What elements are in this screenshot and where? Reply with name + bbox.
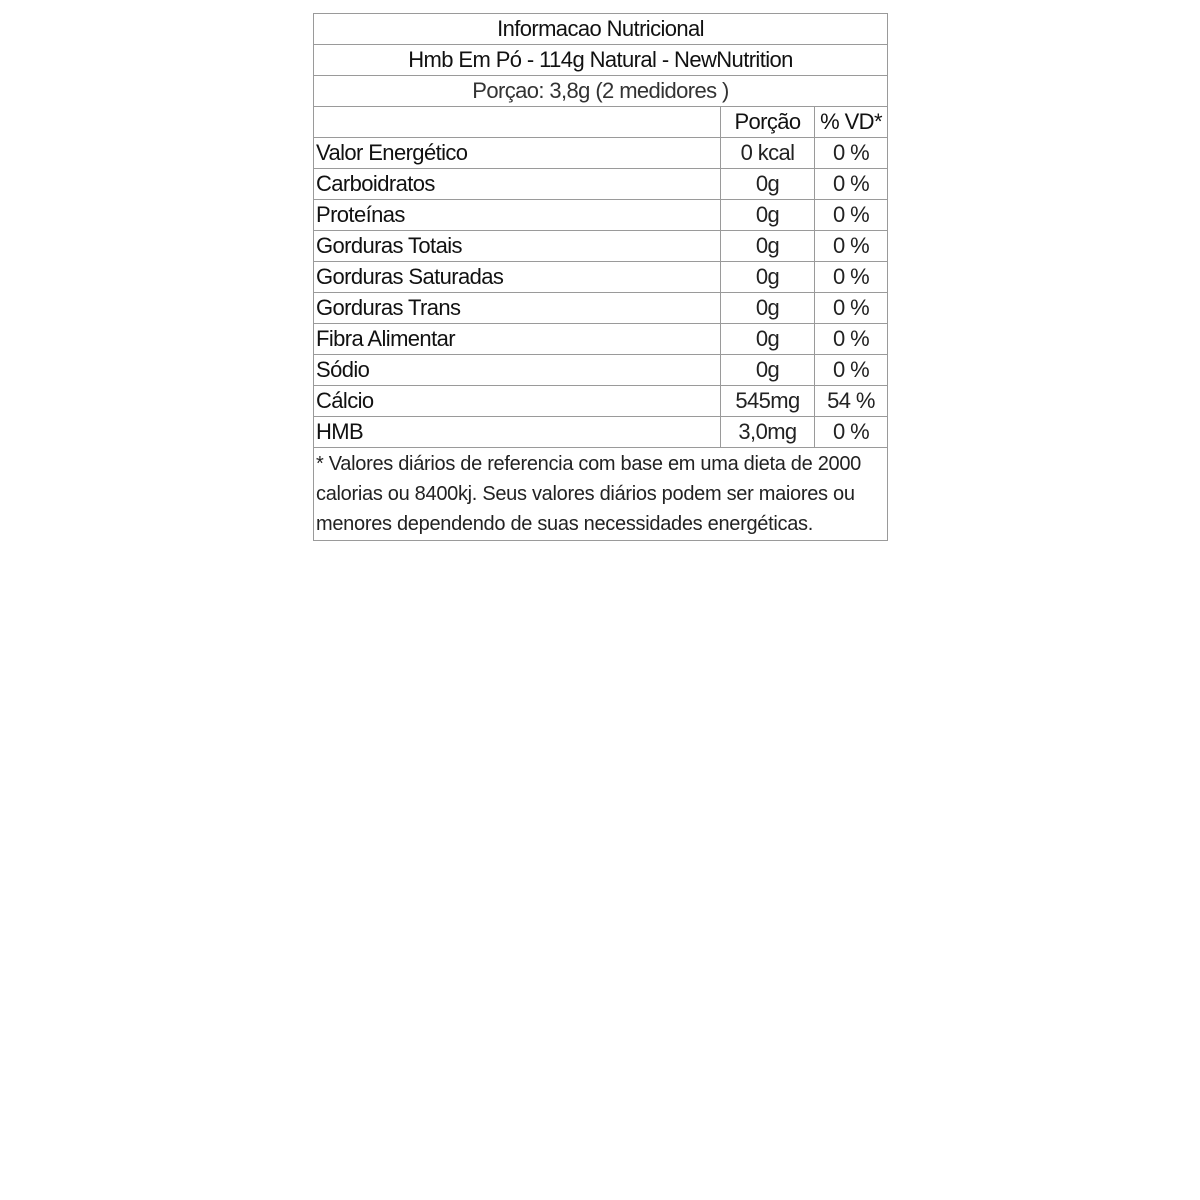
table-row <box>314 293 888 324</box>
nutrient-daily-value: 0 % <box>815 200 888 231</box>
nutrient-daily-value: 54 % <box>815 386 888 417</box>
product-row <box>314 45 888 76</box>
nutrient-name: Proteínas <box>314 200 721 231</box>
table-row <box>314 262 888 293</box>
table-row <box>314 417 888 448</box>
nutrient-portion: 0g <box>721 355 815 386</box>
column-header-row <box>314 107 888 138</box>
nutrition-table <box>313 13 888 541</box>
nutrition-facts-panel <box>313 13 887 541</box>
serving-row <box>314 76 888 107</box>
nutrient-name: Sódio <box>314 355 721 386</box>
nutrient-name: Gorduras Saturadas <box>314 262 721 293</box>
nutrient-portion: 0 kcal <box>721 138 815 169</box>
nutrient-daily-value: 0 % <box>815 262 888 293</box>
nutrient-portion: 3,0mg <box>721 417 815 448</box>
column-header-name <box>314 107 721 138</box>
nutrient-portion: 0g <box>721 262 815 293</box>
nutrient-portion: 0g <box>721 324 815 355</box>
table-row <box>314 169 888 200</box>
nutrient-portion: 0g <box>721 231 815 262</box>
nutrient-name: HMB <box>314 417 721 448</box>
column-header-daily-value: % VD* <box>815 107 888 138</box>
nutrient-portion: 0g <box>721 169 815 200</box>
nutrient-name: Gorduras Totais <box>314 231 721 262</box>
column-header-portion: Porção <box>721 107 815 138</box>
table-row <box>314 386 888 417</box>
nutrient-daily-value: 0 % <box>815 355 888 386</box>
nutrient-portion: 545mg <box>721 386 815 417</box>
nutrient-name: Carboidratos <box>314 169 721 200</box>
table-row <box>314 355 888 386</box>
product-name: Hmb Em Pó - 114g Natural - NewNutrition <box>314 45 888 76</box>
nutrient-daily-value: 0 % <box>815 138 888 169</box>
nutrient-daily-value: 0 % <box>815 293 888 324</box>
serving-size: Porçao: 3,8g (2 medidores ) <box>314 76 888 107</box>
nutrient-daily-value: 0 % <box>815 324 888 355</box>
nutrient-name: Gorduras Trans <box>314 293 721 324</box>
table-row <box>314 200 888 231</box>
nutrient-daily-value: 0 % <box>815 169 888 200</box>
footnote: * Valores diários de referencia com base em uma dieta de 2000 calorias ou 8400kj. Seus valores diários podem ser maiores ou menores dependendo de suas necessidades energéticas. <box>314 448 888 541</box>
table-title: Informacao Nutricional <box>314 14 888 45</box>
table-row <box>314 324 888 355</box>
nutrient-name: Cálcio <box>314 386 721 417</box>
nutrient-daily-value: 0 % <box>815 417 888 448</box>
nutrient-portion: 0g <box>721 293 815 324</box>
footnote-row <box>314 448 888 541</box>
nutrient-name: Fibra Alimentar <box>314 324 721 355</box>
table-row <box>314 138 888 169</box>
nutrient-daily-value: 0 % <box>815 231 888 262</box>
table-row <box>314 231 888 262</box>
nutrient-portion: 0g <box>721 200 815 231</box>
title-row <box>314 14 888 45</box>
nutrient-name: Valor Energético <box>314 138 721 169</box>
